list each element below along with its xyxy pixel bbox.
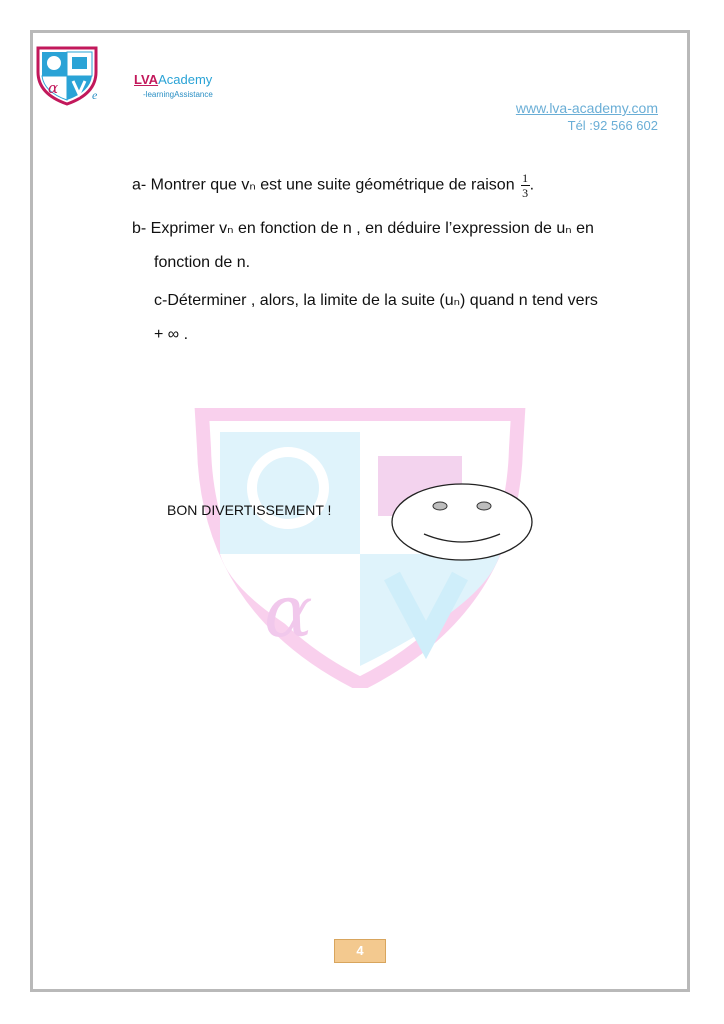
- svg-text:α: α: [264, 569, 313, 653]
- brand-academy: Academy: [158, 72, 213, 87]
- fraction-one-third: [521, 172, 530, 199]
- brand-lva: LVA: [134, 72, 159, 87]
- question-c-line1: c-Déterminer , alors, la limite de la suite (uₙ) quand n tend vers: [154, 292, 598, 309]
- fraction-numerator: 1: [522, 171, 529, 185]
- question-b-line2: fonction de n.: [154, 254, 251, 271]
- website-link[interactable]: www.lva-academy.com: [515, 100, 658, 116]
- question-a: [132, 172, 534, 199]
- fraction-denominator: 3: [522, 186, 529, 200]
- logo-e-letter: e: [92, 88, 98, 102]
- phone-number: Tél :92 566 602: [567, 118, 658, 133]
- question-c-line2: + ∞ .: [154, 326, 189, 343]
- svg-text:α: α: [48, 79, 59, 97]
- smiley-face-icon: [390, 482, 534, 562]
- page-number-badge: 4: [334, 939, 386, 963]
- brand-name: [134, 72, 212, 87]
- brand-tagline: -learningAssistance: [143, 90, 213, 99]
- closing-message: BON DIVERTISSEMENT !: [167, 502, 332, 518]
- question-a-period: .: [529, 176, 535, 194]
- question-a-text: a- Montrer que vₙ est une suite géométrique de raison: [132, 176, 515, 194]
- question-b-line1: b- Exprimer vₙ en fonction de n , en déduire l’expression de uₙ en: [132, 220, 594, 237]
